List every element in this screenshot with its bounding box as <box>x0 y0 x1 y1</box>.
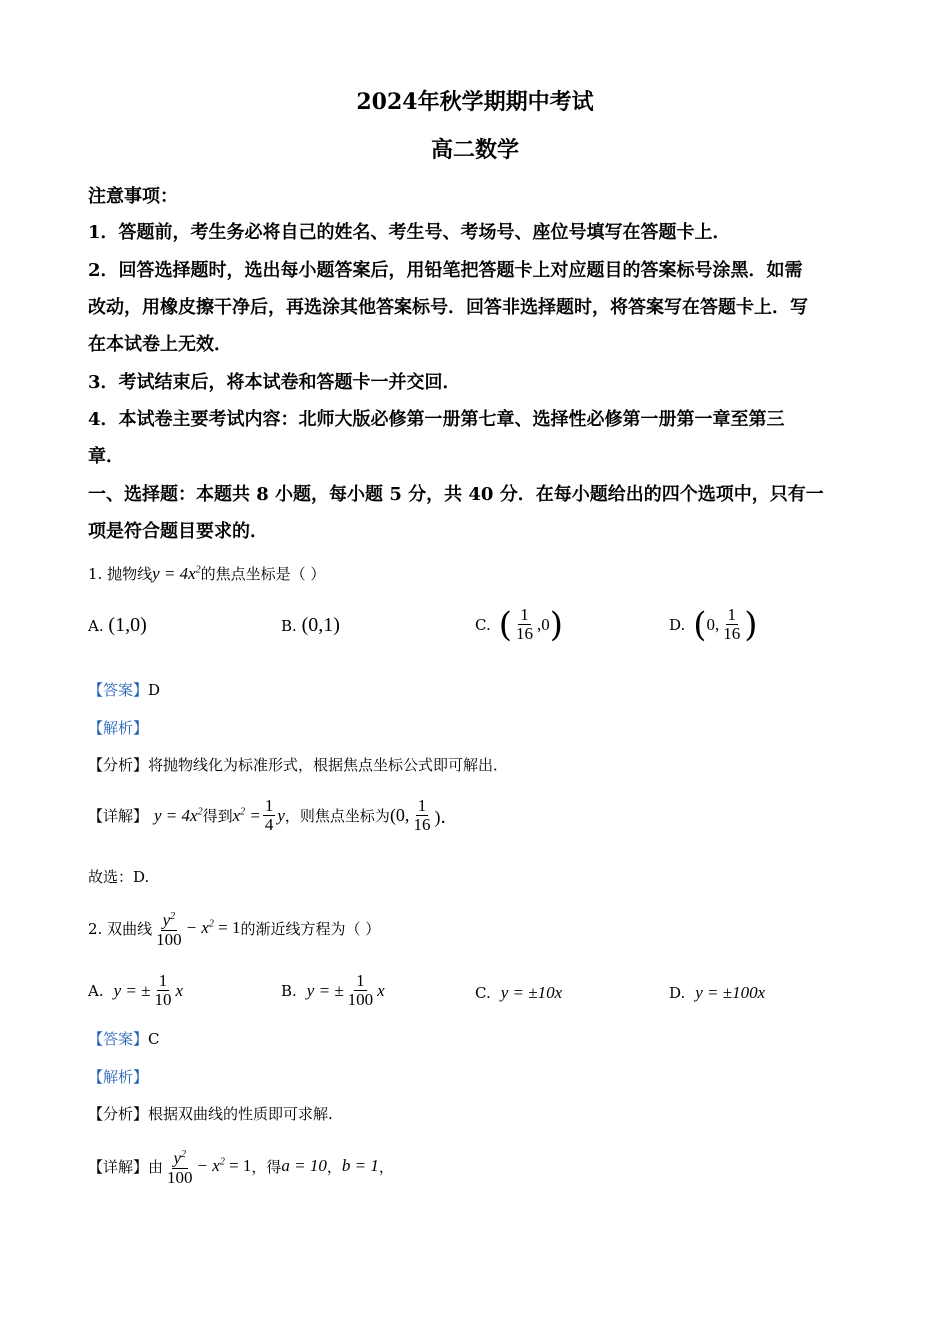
question-1-answer: 【答案】D <box>88 681 161 699</box>
notice-item-2-line-3: 在本试卷上无效． <box>88 334 232 355</box>
notice-heading: 注意事项： <box>88 186 178 207</box>
question-1-option-a: A. (1,0) <box>88 614 147 636</box>
question-1-detail: 【详解】 $y = 4x^2$ 得到 $x^2$ = $\frac{1}{4}$ y ，则焦点坐标为 (0, $\frac{1}{16}$ )． <box>88 796 459 834</box>
question-1-suffix: 的焦点坐标是（ ） <box>200 565 326 583</box>
question-1-analysis-tag: 【解析】 <box>88 719 149 737</box>
notice-item-4-line-1: 4．本试卷主要考试内容：北师大版必修第一册第七章、选择性必修第一册第一章至第三 <box>88 409 785 430</box>
question-2-option-d: D. y = ±100x <box>669 983 766 1002</box>
question-2-option-c: C. y = ±10x <box>475 983 563 1002</box>
section-heading-line-2: 项是符合题目要求的． <box>88 521 268 542</box>
notice-item-3: 3．考试结束后，将本试卷和答题卡一并交回． <box>88 372 461 393</box>
answer-tag: 【答案】 <box>88 1030 149 1048</box>
question-2-fenxi: 【分析】根据双曲线的性质即可求解. <box>88 1105 333 1123</box>
question-1-conclusion: 故选：D. <box>88 868 150 886</box>
question-1-equation: $y = 4x^2$ <box>152 564 201 583</box>
question-1-option-c: C. ( $\frac{1}{16}$ ,0 ) <box>475 604 563 645</box>
question-2-detail: 【详解】 由 $\frac{y^2}{100}$ − $x^2 = 1$ ，得 a = 10 ， b = 1 ， <box>88 1146 394 1187</box>
page-title: 2024年秋学期期中考试 <box>356 89 594 115</box>
notice-item-2-line-1: 2．回答选择题时，选出每小题答案后，用铅笔把答题卡上对应题目的答案标号涂黑．如需 <box>88 260 803 281</box>
notice-item-4-line-2: 章． <box>88 446 124 467</box>
question-1-stem <box>88 563 325 584</box>
answer-tag: 【答案】 <box>88 681 149 699</box>
notice-item-2-line-2: 改动，用橡皮擦干净后，再选涂其他答案标号．回答非选择题时，将答案写在答题卡上．写 <box>88 297 808 318</box>
question-2-stem: 2. 双曲线 $\frac{y^2}{100}$ − $x^2 = 1$ 的渐近线方程为（ ） <box>88 908 380 949</box>
question-1-prefix: 1. 抛物线 <box>88 565 153 583</box>
question-2-analysis-tag: 【解析】 <box>88 1068 149 1086</box>
section-heading-line-1: 一、选择题：本题共 8 小题，每小题 5 分，共 40 分．在每小题给出的四个选项中，只有一 <box>88 484 824 505</box>
question-2-option-a: A. y = ± $\frac{1}{10}$ x <box>88 971 184 1009</box>
question-1-option-d: D. ( 0, $\frac{1}{16}$ ) <box>669 604 758 645</box>
question-2-answer: 【答案】C <box>88 1030 160 1048</box>
question-2-option-b: B. y = ± $\frac{1}{100}$ x <box>281 971 385 1009</box>
question-1-fenxi: 【分析】将抛物线化为标准形式，根据焦点坐标公式即可解出． <box>88 756 509 774</box>
page-subtitle: 高二数学 <box>430 137 519 163</box>
question-1-option-b: B. (0,1) <box>281 614 340 636</box>
notice-item-1: 1．答题前，考生务必将自己的姓名、考生号、考场号、座位号填写在答题卡上． <box>88 222 731 243</box>
